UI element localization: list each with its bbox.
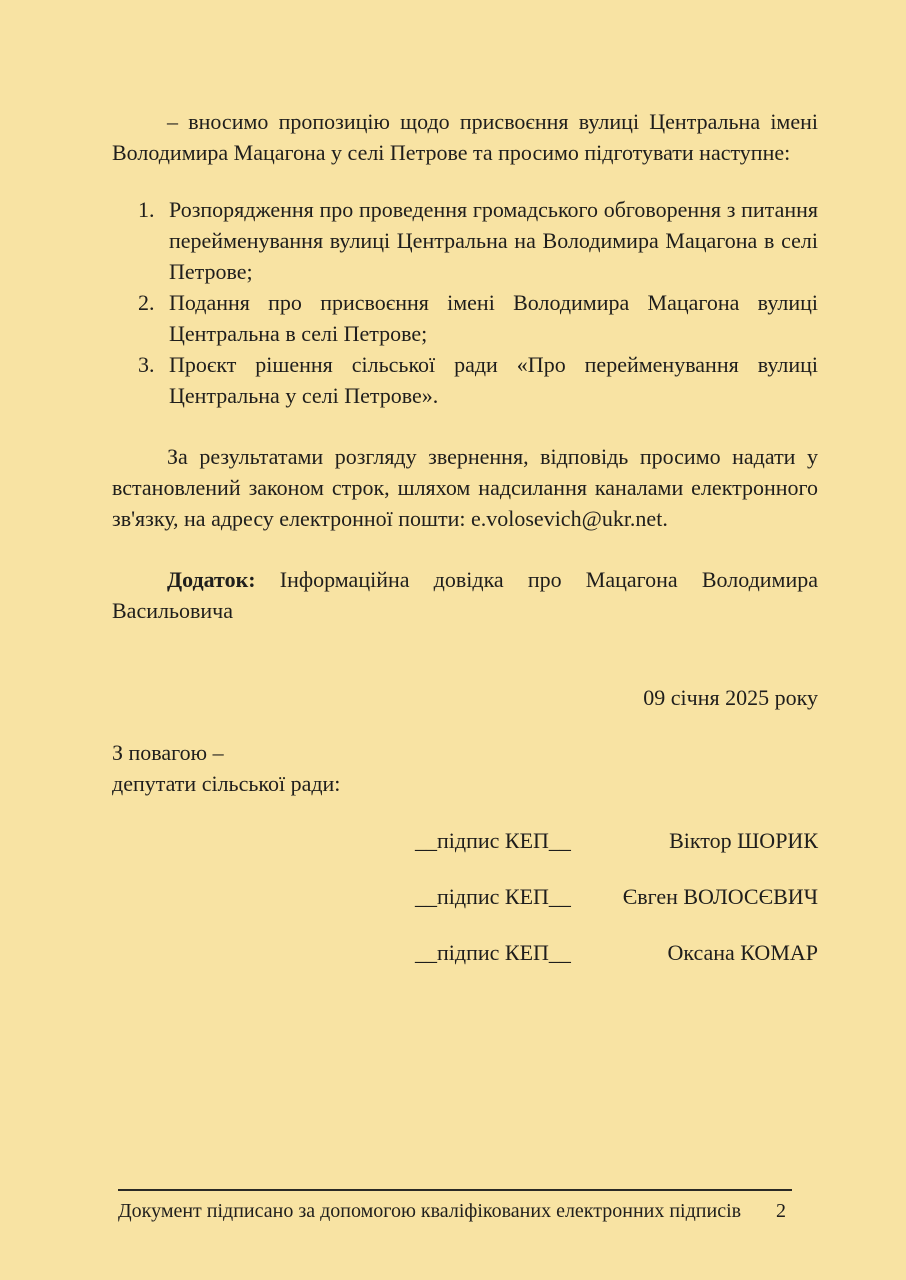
list-item bbox=[112, 349, 818, 411]
intro-paragraph: – вносимо пропозицію щодо присвоєння вулиці Центральна імені Володимира Мацагона у селі Петрове та просимо підготувати наступне: bbox=[112, 109, 818, 165]
signatory-name: Євген ВОЛОСЄВИЧ bbox=[622, 884, 818, 909]
signature-placeholder: __підпис КЕП__ bbox=[415, 828, 571, 853]
signature-row bbox=[112, 937, 818, 968]
document-date: 09 січня 2025 року bbox=[643, 685, 818, 710]
signatory-name: Оксана КОМАР bbox=[667, 940, 818, 965]
list-item-text: Проєкт рішення сільської ради «Про перейменування вулиці Центральна у селі Петрове». bbox=[169, 352, 818, 408]
list-item bbox=[112, 194, 818, 287]
list-item-number: 3. bbox=[138, 352, 155, 377]
list-item-text: Подання про присвоєння імені Володимира Мацагона вулиці Центральна в селі Петрове; bbox=[169, 290, 818, 346]
response-paragraph-text: За результатами розгляду звернення, відповідь просимо надати у встановлений законом строк, шляхом надсилання каналами електронного зв'язку, на адресу електронної пошти: bbox=[112, 444, 818, 531]
response-paragraph-period: . bbox=[662, 506, 668, 531]
attachment-label: Додаток: bbox=[167, 567, 256, 592]
list-item-text: Розпорядження про проведення громадського обговорення з питання перейменування вулиці Центральна на Володимира Мацагона в селі Петрове; bbox=[169, 197, 818, 284]
list-item bbox=[112, 287, 818, 349]
signature-row bbox=[112, 881, 818, 912]
response-paragraph bbox=[112, 441, 818, 534]
signature-placeholder: __підпис КЕП__ bbox=[415, 884, 571, 909]
closing-block bbox=[112, 737, 818, 799]
signature-placeholder: __підпис КЕП__ bbox=[415, 940, 571, 965]
document-footer bbox=[118, 1189, 792, 1224]
signatures-block bbox=[112, 825, 818, 968]
attachment-paragraph bbox=[112, 564, 818, 626]
email-address: e.volosevich@ukr.net bbox=[470, 506, 663, 531]
list-item-number: 1. bbox=[138, 197, 155, 222]
signature-row bbox=[112, 825, 818, 856]
signatory-name: Віктор ШОРИК bbox=[669, 828, 818, 853]
requests-list bbox=[112, 194, 818, 411]
attachment-text: Інформаційна довідка про Мацагона Володимира Васильовича bbox=[112, 567, 818, 623]
list-item-number: 2. bbox=[138, 290, 155, 315]
closing-regards: З повагою – bbox=[112, 740, 224, 765]
footer-signature-note: Документ підписано за допомогою кваліфікованих електронних підписів bbox=[118, 1200, 742, 1222]
closing-signatories-title: депутати сільської ради: bbox=[112, 771, 341, 796]
page-number: 2 bbox=[776, 1200, 786, 1222]
footer-row bbox=[118, 1198, 792, 1224]
